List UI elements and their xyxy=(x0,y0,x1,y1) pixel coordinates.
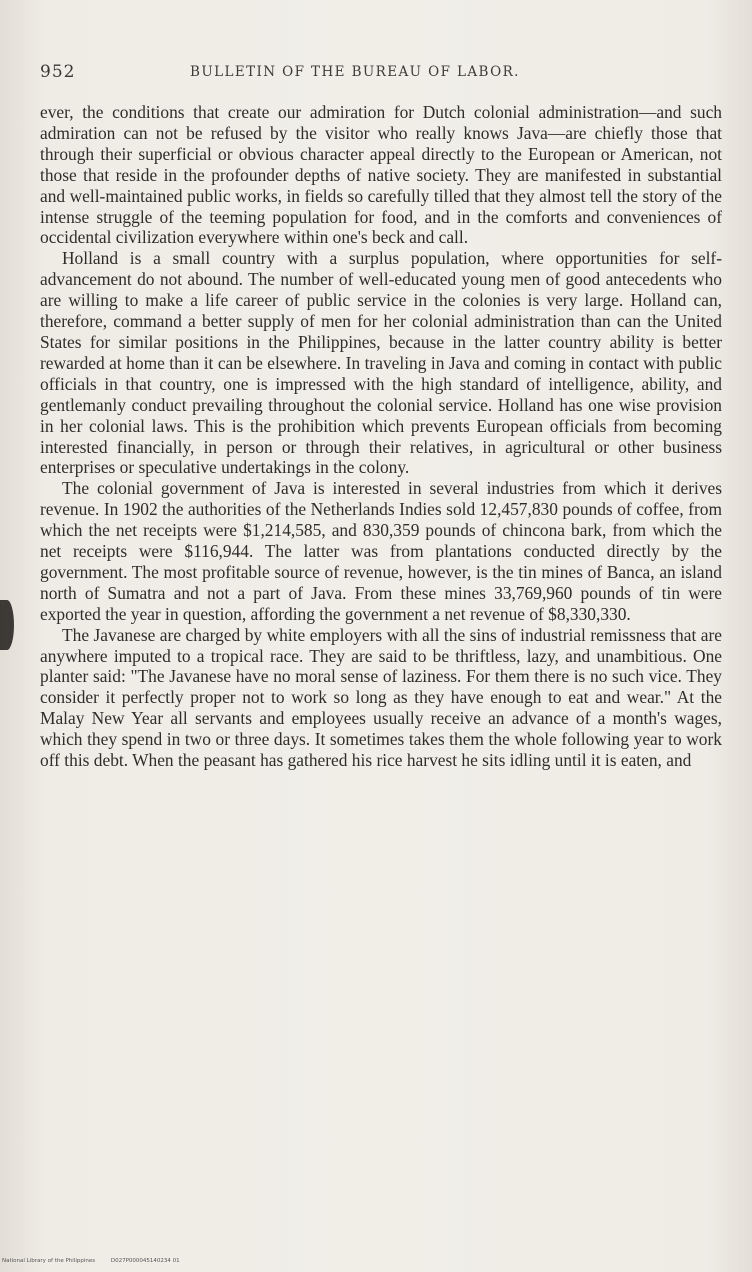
paragraph-3: The colonial government of Java is interested in several industries from which it derives revenue. In 1902 the authorities of the Netherlands Indies sold 12,457,830 pounds of coffee, from which the net receipts were $1,214,585, and 830,359 pounds of chincona bark, from which the net receipts were $116,944. The latter was from plantations conducted directly by the government. The most profitable source of revenue, however, is the tin mines of Banca, an island north of Sumatra and not a part of Java. From these mines 33,769,960 pounds of tin were exported the year in question, affording the government a net revenue of $8,330,330. xyxy=(40,478,722,624)
running-head: BULLETIN OF THE BUREAU OF LABOR. xyxy=(190,64,520,80)
paragraph-2: Holland is a small country with a surplus population, where opportunities for self-advancement do not abound. The number of well-educated young men of good antecedents who are willing to make a life career of public service in the colonies is very large. Holland can, therefore, command a better supply of men for her colonial administration than can the United States for similar positions in the Philippines, because in the latter country ability is better rewarded at home than it can be elsewhere. In traveling in Java and coming in contact with public officials in that country, one is impressed with the high standard of intelligence, ability, and gentlemanly conduct prevailing throughout the colonial service. Holland has one wise provision in her colonial laws. This is the prohibition which prevents European officials from becoming interested financially, in person or through their relatives, in agricultural or other business enterprises or speculative undertakings in the colony. xyxy=(40,248,722,478)
body-text xyxy=(40,102,722,771)
page-number: 952 xyxy=(40,62,76,82)
footer-identifier: D027P000045140234 01 xyxy=(110,1258,180,1264)
paragraph-1: ever, the conditions that create our admiration for Dutch colonial administration—and such admiration can not be refused by the visitor who really knows Java—are chiefly those that through their superficial or obvious character appeal directly to the European or American, not those that reside in the profounder depths of native society. They are manifested in substantial and well-maintained public works, in fields so carefully tilled that they almost tell the story of the intense struggle of the teeming population for food, and in the comforts and conveniences of occidental civilization everywhere within one's beck and call. xyxy=(40,102,722,248)
footer-library: National Library of the Philippines xyxy=(2,1258,96,1264)
page-header xyxy=(40,62,720,86)
scan-footer xyxy=(2,1258,180,1264)
margin-blot xyxy=(0,600,14,650)
paragraph-4: The Javanese are charged by white employers with all the sins of industrial remissness that are anywhere imputed to a tropical race. They are said to be thriftless, lazy, and unambitious. One planter said: "The Javanese have no moral sense of laziness. For them there is no such vice. They consider it perfectly proper not to work so long as they have enough to eat and wear." At the Malay New Year all servants and employees usually receive an advance of a month's wages, which they spend in two or three days. It sometimes takes them the whole following year to work off this debt. When the peasant has gathered his rice harvest he sits idling until it is eaten, and xyxy=(40,624,722,771)
